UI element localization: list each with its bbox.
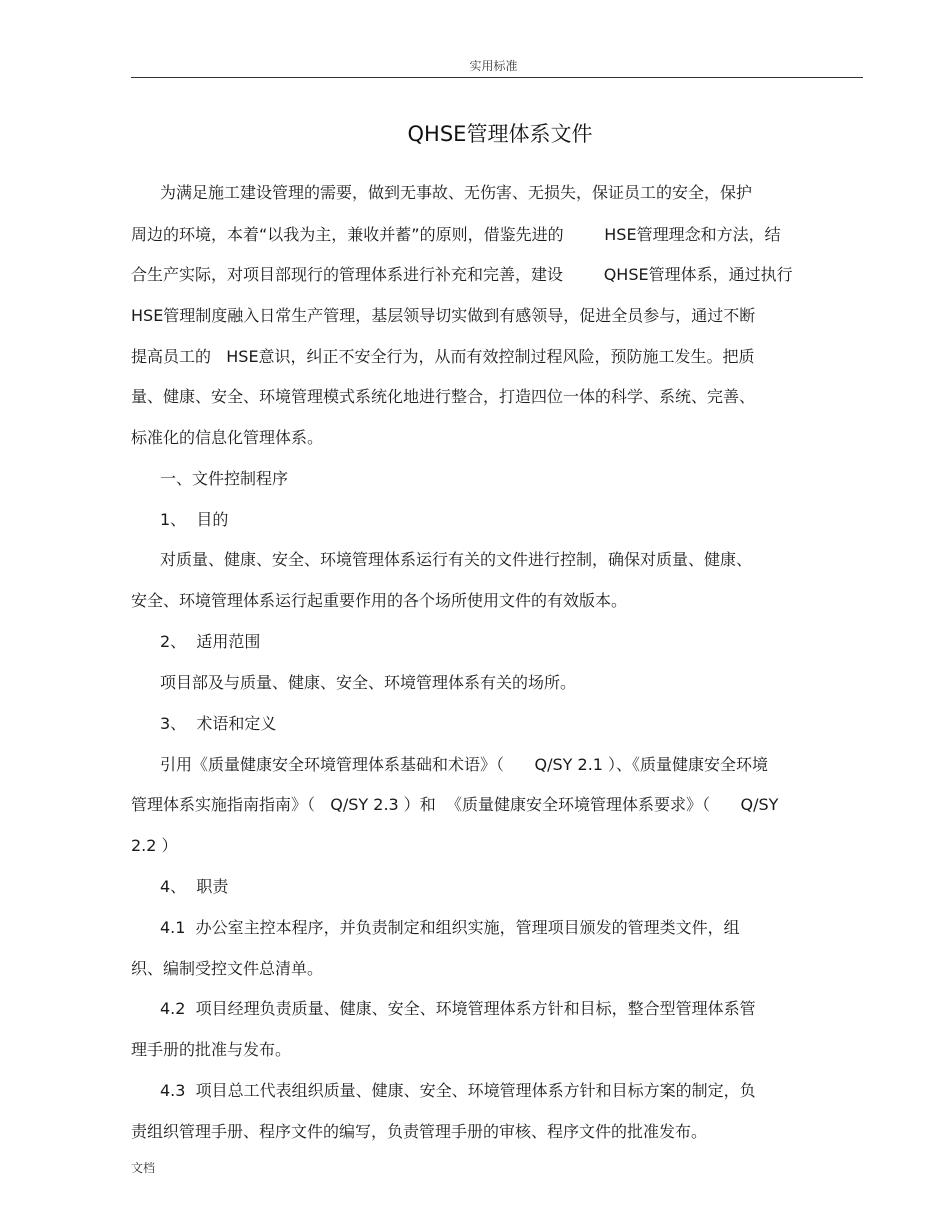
- page-footer: 文档: [131, 1161, 156, 1175]
- item-4-2-line-1: 4.2 项目经理负责质量、健康、安全、环境管理体系方针和目标，整合型管理体系管: [160, 999, 756, 1018]
- item-4-heading: 4、 职责: [160, 877, 229, 896]
- header-rule: [131, 77, 863, 78]
- item-4-1-line-2: 织、编制受控文件总清单。: [131, 959, 324, 978]
- section-heading: 一、文件控制程序: [160, 469, 289, 488]
- intro-line-5: 提高员工的 HSE意识，纠正不安全行为，从而有效控制过程风险，预防施工发生。把质: [131, 347, 755, 366]
- item-1-line-2: 安全、环境管理体系运行起重要作用的各个场所使用文件的有效版本。: [131, 591, 628, 610]
- item-2-text: 项目部及与质量、健康、安全、环境管理体系有关的场所。: [160, 673, 577, 692]
- item-4-1-line-1: 4.1 办公室主控本程序，并负责制定和组织实施，管理项目颁发的管理类文件，组: [160, 918, 740, 937]
- item-1-heading: 1、 目的: [160, 510, 229, 529]
- item-4-2-line-2: 理手册的批准与发布。: [131, 1040, 292, 1059]
- intro-line-3: 合生产实际，对项目部现行的管理体系进行补充和完善，建设 QHSE管理体系，通过执行: [131, 265, 793, 284]
- intro-line-6: 量、健康、安全、环境管理模式系统化地进行整合，打造四位一体的科学、系统、完善、: [131, 387, 756, 406]
- intro-line-7: 标准化的信息化管理体系。: [131, 428, 324, 447]
- item-3-line-1: 引用《质量健康安全环境管理体系基础和术语》（ Q/SY 2.1 ）、《质量健康安全环境: [160, 755, 769, 774]
- intro-line-4: HSE管理制度融入日常生产管理，基层领导切实做到有感领导，促进全员参与，通过不断: [131, 306, 756, 325]
- item-4-3-line-2: 责组织管理手册、程序文件的编写，负责管理手册的审核、程序文件的批准发布。: [131, 1122, 708, 1141]
- item-3-line-2: 管理体系实施指南指南》（ Q/SY 2.3 ）和 《质量健康安全环境管理体系要求》（ Q/SY: [131, 795, 779, 814]
- intro-line-2: 周边的环境，本着“以我为主，兼收并蓄”的原则，借鉴先进的 HSE管理理念和方法，结: [131, 225, 781, 244]
- item-4-3-line-1: 4.3 项目总工代表组织质量、健康、安全、环境管理体系方针和目标方案的制定，负: [160, 1081, 756, 1100]
- item-3-line-3: 2.2 ）: [131, 836, 178, 855]
- item-3-heading: 3、 术语和定义: [160, 714, 277, 733]
- document-title: QHSE管理体系文件: [407, 122, 593, 146]
- page-header: 实用标准: [469, 59, 518, 73]
- intro-line-1: 为满足施工建设管理的需要，做到无事故、无伤害、无损失，保证员工的安全，保护: [160, 183, 753, 202]
- item-2-heading: 2、 适用范围: [160, 632, 261, 651]
- item-1-line-1: 对质量、健康、安全、环境管理体系运行有关的文件进行控制，确保对质量、健康、: [160, 550, 753, 569]
